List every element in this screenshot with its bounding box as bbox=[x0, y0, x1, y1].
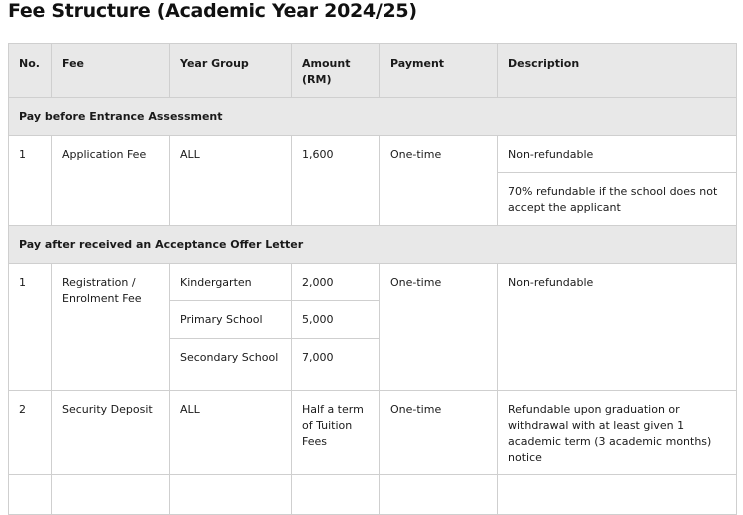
table-row bbox=[9, 475, 737, 515]
section-label-offer: Pay after received an Acceptance Offer Letter bbox=[9, 226, 737, 264]
table-row bbox=[9, 391, 737, 475]
cell-amount: 7,000 bbox=[292, 339, 380, 391]
table-row bbox=[9, 136, 737, 173]
section-row bbox=[9, 98, 737, 136]
cell-amount: 5,000 bbox=[292, 301, 380, 339]
header-description: Description bbox=[498, 44, 737, 98]
cell-fee: Application Fee bbox=[52, 136, 170, 226]
cell-payment: One-time bbox=[380, 264, 498, 391]
cell-description: Non-refundable bbox=[498, 264, 737, 391]
cell-fee: Registration / Enrolment Fee bbox=[52, 264, 170, 391]
cell-payment: One-time bbox=[380, 391, 498, 475]
table-row bbox=[9, 264, 737, 301]
cell-fee: Security Deposit bbox=[52, 391, 170, 475]
page-title: Fee Structure (Academic Year 2024/25) bbox=[8, 0, 417, 22]
header-payment: Payment bbox=[380, 44, 498, 98]
cell-amount: 2,000 bbox=[292, 264, 380, 301]
cell-no: 1 bbox=[9, 264, 52, 391]
header-row bbox=[9, 44, 737, 98]
section-row bbox=[9, 226, 737, 264]
header-no: No. bbox=[9, 44, 52, 98]
cell-description: 70% refundable if the school does not accept the applicant bbox=[498, 173, 737, 226]
cell-description: Refundable upon graduation or withdrawal with at least given 1 academic term (3 academic months) notice bbox=[498, 391, 737, 475]
cell-no: 1 bbox=[9, 136, 52, 226]
cell-no: 2 bbox=[9, 391, 52, 475]
cell-year-group: ALL bbox=[170, 136, 292, 226]
header-amount: Amount (RM) bbox=[292, 44, 380, 98]
cell-amount: Half a term of Tuition Fees bbox=[292, 391, 380, 475]
cell-year-group: ALL bbox=[170, 391, 292, 475]
fee-table bbox=[8, 43, 737, 515]
cell-year-group: Secondary School bbox=[170, 339, 292, 391]
cell-description: Non-refundable bbox=[498, 136, 737, 173]
header-fee: Fee bbox=[52, 44, 170, 98]
cell-amount: 1,600 bbox=[292, 136, 380, 226]
cell-payment: One-time bbox=[380, 136, 498, 226]
header-year-group: Year Group bbox=[170, 44, 292, 98]
cell-year-group: Kindergarten bbox=[170, 264, 292, 301]
cell-year-group: Primary School bbox=[170, 301, 292, 339]
section-label-entrance: Pay before Entrance Assessment bbox=[9, 98, 737, 136]
